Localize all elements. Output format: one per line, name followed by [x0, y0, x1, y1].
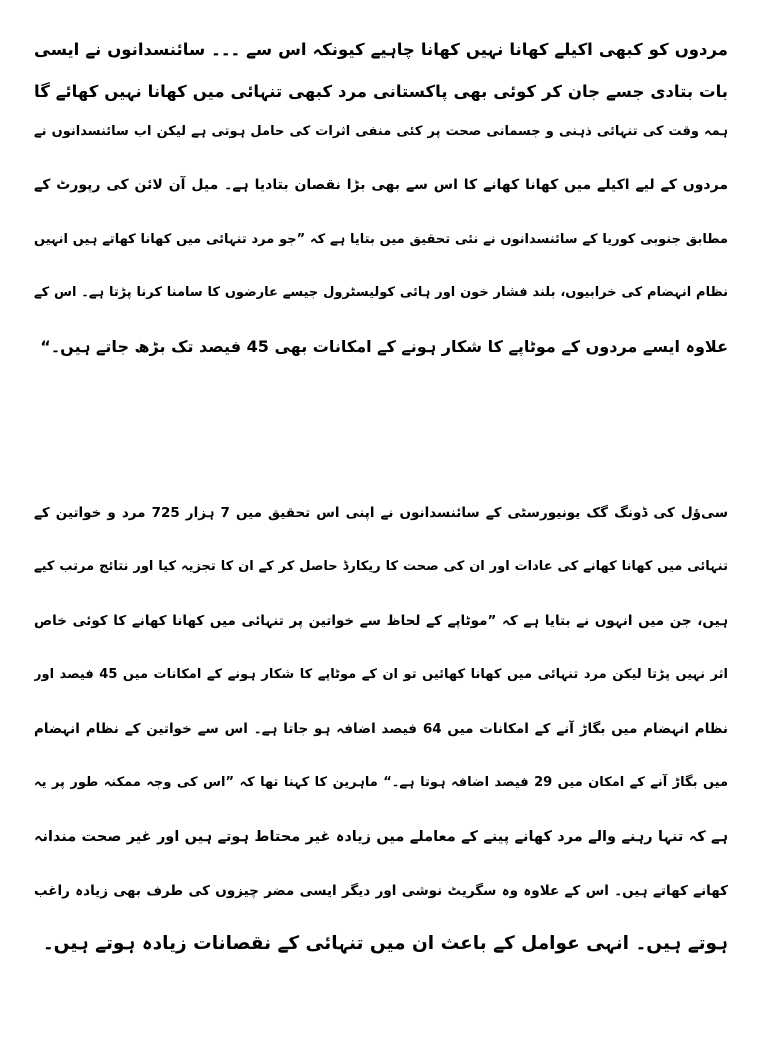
paragraph-1-line-3: مطابق جنوبی کوریا کے سائنسدانوں نے نئی تحقیق میں بتایا ہے کہ ”جو مرد تنہائی میں کھانا کھاتے ہیں انہیں	[34, 232, 728, 247]
paragraph-2-line-7: ہے کہ تنہا رہنے والے مرد کھانے پینے کے معاملے میں زیادہ غیر محتاط ہوتے ہیں اور غیر صحت مندانہ	[34, 829, 728, 845]
paragraph-2-line-6: میں بگاڑ آنے کے امکان میں 29 فیصد اضافہ ہوتا ہے۔“ ماہرین کا کہنا تھا کہ ”اس کی وجہ ممکنہ طور پر یہ	[34, 775, 728, 790]
paragraph-2-line-2: تنہائی میں کھانا کھانے کی عادات اور ان کی صحت کا ریکارڈ حاصل کر کے ان کا تجزیہ کیا اور نتائج مرتب کیے	[34, 559, 728, 574]
paragraph-1-line-5: علاوہ ایسے مردوں کے موٹاپے کا شکار ہونے کے امکانات بھی 45 فیصد تک بڑھ جاتے ہیں۔“	[40, 337, 728, 356]
paragraph-2-line-9: ہوتے ہیں۔ انہی عوامل کے باعث ان میں تنہائی کے نقصانات زیادہ ہوتے ہیں۔	[42, 933, 728, 954]
paragraph-1-line-1: ہمہ وقت کی تنہائی ذہنی و جسمانی صحت پر کئی منفی اثرات کی حامل ہوتی ہے لیکن اب سائنسدانوں نے	[34, 124, 728, 139]
paragraph-1-line-4: نظام انہضام کی خرابیوں، بلند فشار خون اور ہائی کولیسٹرول جیسے عارضوں کا سامنا کرنا پڑتا ہے۔ اس کے	[34, 285, 728, 300]
paragraph-2-line-8: کھانے کھاتے ہیں۔ اس کے علاوہ وہ سگریٹ نوشی اور دیگر ایسی مضر چیزوں کی طرف بھی زیادہ راغب	[34, 883, 728, 899]
paragraph-2-line-3: ہیں، جن میں انہوں نے بتایا ہے کہ ”موٹاپے کے لحاظ سے خواتین پر تنہائی میں کھانا کھانے کا کوئی خاص	[34, 613, 728, 629]
paragraph-2-line-5: نظام انہضام میں بگاڑ آنے کے امکانات میں 64 فیصد اضافہ ہو جاتا ہے۔ اس سے خواتین کے نظام انہضام	[34, 721, 728, 737]
paragraph-1-line-2: مردوں کے لیے اکیلے میں کھانا کھانے کا اس سے بھی بڑا نقصان بتادیا ہے۔ میل آن لائن کی رپورٹ کے	[34, 177, 728, 193]
headline-line-2: بات بتادی جسے جان کر کوئی بھی پاکستانی مرد کبھی تنہائی میں کھانا نہیں کھائے گا	[34, 82, 728, 101]
paragraph-2-line-4: اثر نہیں پڑتا لیکن مرد تنہائی میں کھانا کھائیں تو ان کے موٹاپے کا شکار ہونے کے امکانات میں 45 فیصد اور	[34, 667, 728, 682]
headline-line-1: مردوں کو کبھی اکیلے کھانا نہیں کھانا چاہیے کیونکہ اس سے ۔۔۔ سائنسدانوں نے ایسی	[34, 40, 728, 59]
paragraph-2-line-1: سیﺅل کی ڈونگ گک یونیورسٹی کے سائنسدانوں نے اپنی اس تحقیق میں 7 ہزار 725 مرد و خواتین کے	[34, 505, 728, 521]
